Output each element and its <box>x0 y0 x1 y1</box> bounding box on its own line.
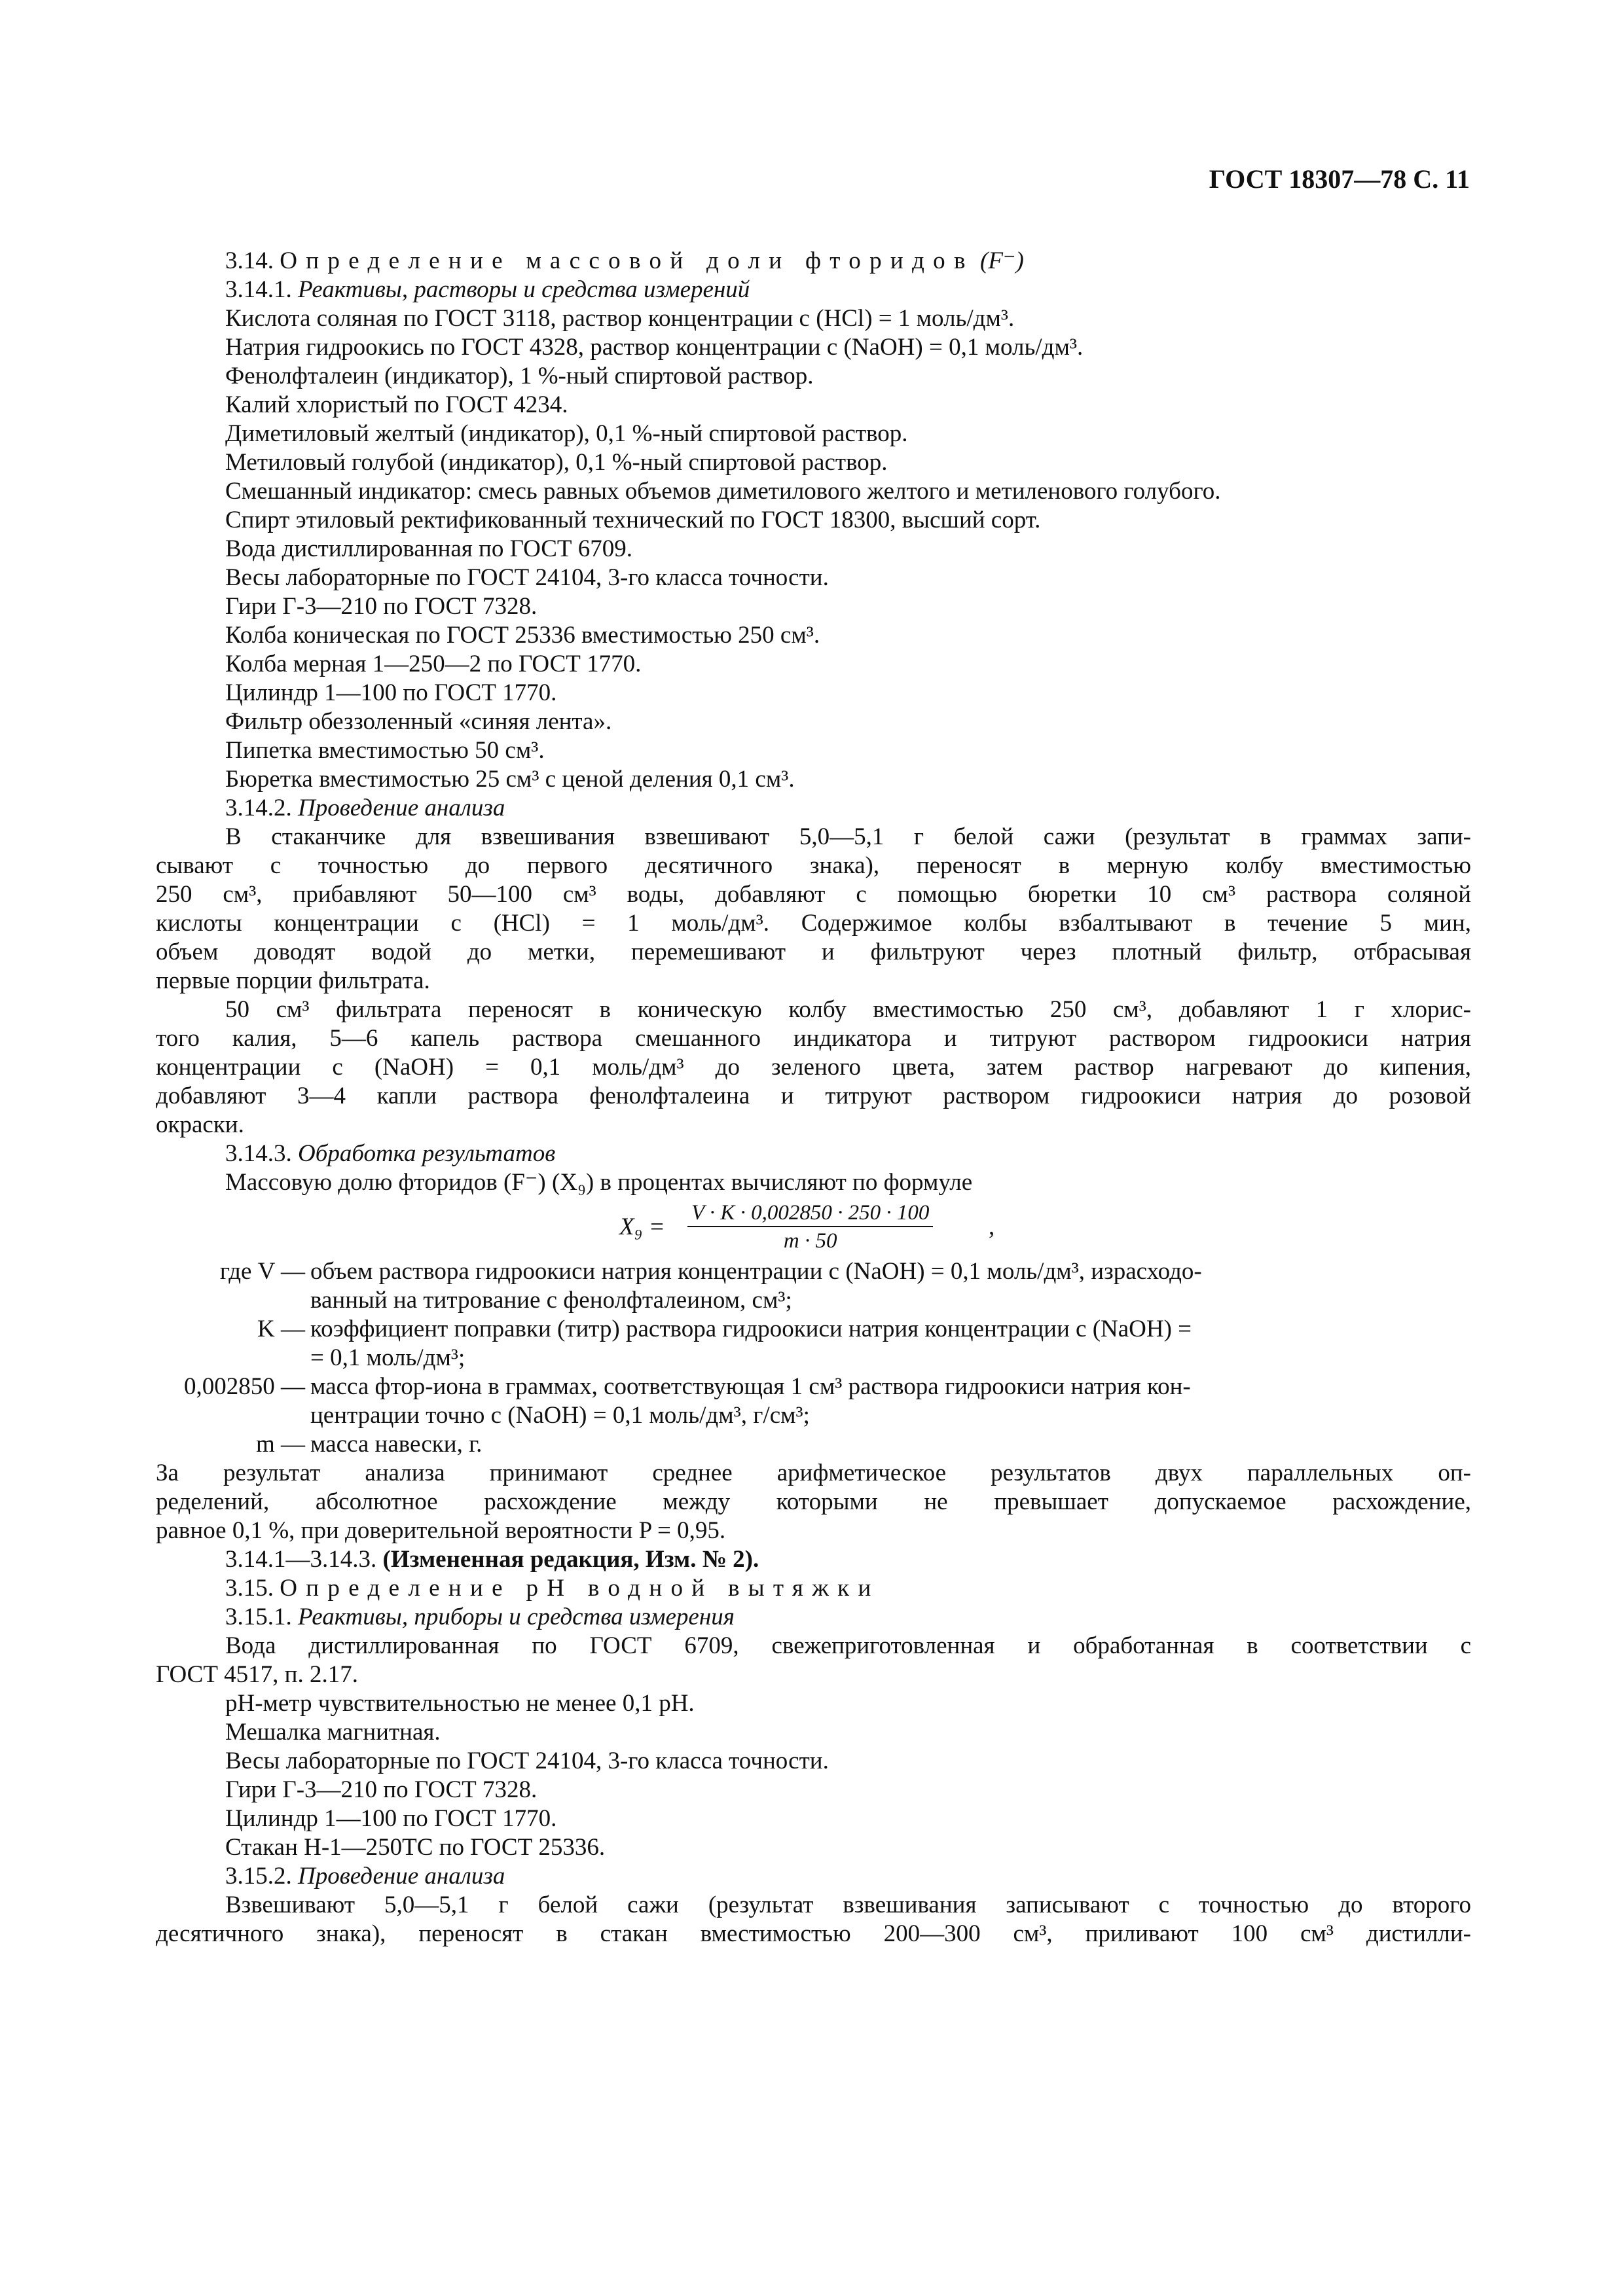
definition-item <box>156 1372 1471 1430</box>
list-item: Натрия гидроокись по ГОСТ 4328, раствор концентрации с (NaOH) = 0,1 моль/дм³. <box>225 334 1084 361</box>
subsection-heading-3-15-2 <box>156 1862 1471 1891</box>
definition-term: где V — <box>219 1258 305 1285</box>
paragraph-line: 250 см³, прибавляют 50—100 см³ воды, добавляют с помощью бюретки 10 см³ раствора соляной <box>156 881 1471 908</box>
paragraph-line: окраски. <box>156 1111 244 1138</box>
definition-line: = 0,1 моль/дм³; <box>310 1344 465 1371</box>
section-title: Определение массовой доли фторидов <box>280 247 974 274</box>
paragraph-procedure-2 <box>156 996 1471 1139</box>
list-item: Фенолфталеин (индикатор), 1 %-ный спиртовой раствор. <box>225 363 814 389</box>
definition-term: m — <box>255 1431 305 1458</box>
list-item: Гири Г-3—210 по ГОСТ 7328. <box>225 593 538 620</box>
list-item: Цилиндр 1—100 по ГОСТ 1770. <box>225 1805 557 1832</box>
definition-term: 0,002850 — <box>184 1373 305 1400</box>
definition-line: масса навески, г. <box>310 1431 483 1458</box>
definition-line: коэффициент поправки (титр) раствора гидроокиси натрия концентрации с (NaOH) = <box>310 1316 1192 1342</box>
subsection-number: 3.15.1. <box>225 1604 292 1630</box>
subsection-number: 3.14.1. <box>225 276 292 303</box>
paragraph-line: ределений, абсолютное расхождение между которыми не превышает допускаемое расхождение, <box>156 1488 1471 1515</box>
paragraph-line: добавляют 3—4 капли раствора фенолфталеина и титруют раствором гидроокиси натрия до розовой <box>156 1083 1471 1109</box>
page-header: ГОСТ 18307—78 С. 11 <box>1209 164 1470 194</box>
definition-item <box>156 1315 1471 1372</box>
paragraph-line: равное 0,1 %, при доверительной вероятности P = 0,95. <box>156 1517 726 1544</box>
reagents-list <box>156 304 1471 794</box>
equipment-list <box>156 1632 1471 1862</box>
amendment-text: (Измененная редакция, Изм. № 2). <box>382 1546 759 1573</box>
list-item: Бюретка вместимостью 25 см³ с ценой деления 0,1 см³. <box>225 766 795 793</box>
paragraph-line: 50 см³ фильтрата переносят в коническую колбу вместимостью 250 см³, добавляют 1 г хлорис- <box>225 996 1471 1023</box>
list-item: Пипетка вместимостью 50 см³. <box>225 737 545 764</box>
list-item: Стакан Н-1—250ТС по ГОСТ 25336. <box>225 1834 606 1861</box>
formula-definitions <box>156 1257 1471 1459</box>
list-item: Диметиловый желтый (индикатор), 0,1 %-ный спиртовой раствор. <box>225 420 908 447</box>
subsection-title: Проведение анализа <box>298 795 505 821</box>
list-item: Колба коническая по ГОСТ 25336 вместимостью 250 см³. <box>225 622 820 649</box>
document-body <box>156 247 1471 1948</box>
paragraph-line: кислоты концентрации с (HCl) = 1 моль/дм³. Содержимое колбы взбалтывают в течение 5 мин, <box>156 910 1471 937</box>
paragraph-line: первые порции фильтрата. <box>156 967 430 994</box>
subsection-heading-3-14-1 <box>156 276 1471 304</box>
list-item: Колба мерная 1—250—2 по ГОСТ 1770. <box>225 651 642 677</box>
list-item: Вода дистиллированная по ГОСТ 6709, свежеприготовленная и обработанная в соответствии с <box>225 1632 1471 1659</box>
definition-item <box>156 1257 1471 1315</box>
subsection-title: Проведение анализа <box>298 1863 505 1890</box>
section-number: 3.14. <box>225 247 274 274</box>
definition-term: K — <box>257 1316 305 1342</box>
paragraph-procedure-3 <box>156 1891 1471 1948</box>
formula-lhs: X₉ = <box>619 1213 665 1240</box>
amendment-range: 3.14.1—3.14.3. <box>225 1546 377 1573</box>
subsection-title: Обработка результатов <box>298 1140 556 1167</box>
paragraph-procedure-1 <box>156 823 1471 996</box>
formula-x9 <box>156 1197 1471 1257</box>
list-item: Кислота соляная по ГОСТ 3118, раствор концентрации с (HCl) = 1 моль/дм³. <box>225 305 1015 332</box>
list-item: Калий хлористый по ГОСТ 4234. <box>225 391 568 418</box>
section-title: Определение pH водной вытяжки <box>280 1575 880 1602</box>
definition-line: объем раствора гидроокиси натрия концентрации с (NaOH) = 0,1 моль/дм³, израсходо- <box>310 1258 1202 1285</box>
paragraph-line: За результат анализа принимают среднее арифметическое результатов двух параллельных оп- <box>156 1460 1471 1486</box>
paragraph-line: Взвешивают 5,0—5,1 г белой сажи (результат взвешивания записывают с точностью до второго <box>225 1892 1471 1918</box>
paragraph-result <box>156 1459 1471 1545</box>
list-item: Фильтр обеззоленный «синяя лента». <box>225 708 612 735</box>
subsection-title: Реактивы, приборы и средства измерения <box>298 1604 735 1630</box>
formula-intro: Массовую долю фторидов (F⁻) (X₉) в процентах вычисляют по формуле <box>225 1169 973 1196</box>
definition-line: ванный на титрование с фенолфталеином, см³; <box>310 1287 792 1314</box>
list-item: Гири Г-3—210 по ГОСТ 7328. <box>225 1776 538 1803</box>
subsection-number: 3.15.2. <box>225 1863 292 1890</box>
list-item: Весы лабораторные по ГОСТ 24104, 3-го класса точности. <box>225 564 829 591</box>
subsection-title: Реактивы, растворы и средства измерений <box>298 276 750 303</box>
list-item: Метиловый голубой (индикатор), 0,1 %-ный спиртовой раствор. <box>225 449 888 476</box>
list-item: Мешалка магнитная. <box>225 1719 441 1746</box>
section-title-ion: (F⁻) <box>980 247 1024 274</box>
list-item: Вода дистиллированная по ГОСТ 6709. <box>225 535 633 562</box>
formula-tail: , <box>989 1213 995 1240</box>
paragraph-line: того калия, 5—6 капель раствора смешанного индикатора и титруют раствором гидроокиси натрия <box>156 1025 1471 1052</box>
definition-item <box>156 1430 1471 1459</box>
paragraph-line: концентрации с (NaOH) = 0,1 моль/дм³ до зеленого цвета, затем раствор нагревают до кипения, <box>156 1054 1471 1081</box>
list-item: Смешанный индикатор: смесь равных объемов диметилового желтого и метиленового голубого. <box>225 478 1221 505</box>
list-item: Весы лабораторные по ГОСТ 24104, 3-го класса точности. <box>225 1748 829 1774</box>
subsection-heading-3-15-1 <box>156 1603 1471 1632</box>
subsection-heading-3-14-2 <box>156 794 1471 823</box>
definition-line: масса фтор-иона в граммах, соответствующая 1 см³ раствора гидроокиси натрия кон- <box>310 1373 1191 1400</box>
list-item: Спирт этиловый ректификованный технический по ГОСТ 18300, высший сорт. <box>225 507 1041 533</box>
subsection-number: 3.14.2. <box>225 795 292 821</box>
paragraph-line: объем доводят водой до метки, перемешивают и фильтруют через плотный фильтр, отбрасывая <box>156 939 1471 965</box>
section-heading-3-15 <box>156 1574 1471 1603</box>
subsection-heading-3-14-3 <box>156 1139 1471 1168</box>
list-item: Цилиндр 1—100 по ГОСТ 1770. <box>225 679 557 706</box>
list-item: ГОСТ 4517, п. 2.17. <box>156 1661 358 1688</box>
formula-denominator: m · 50 <box>783 1229 837 1253</box>
paragraph-line: сывают с точностью до первого десятичного знака), переносят в мерную колбу вместимостью <box>156 852 1471 879</box>
subsection-number: 3.14.3. <box>225 1140 292 1167</box>
definition-line: центрации точно с (NaOH) = 0,1 моль/дм³, г/см³; <box>310 1402 810 1429</box>
formula-numerator: V · K · 0,002850 · 250 · 100 <box>687 1200 933 1227</box>
section-number: 3.15. <box>225 1575 274 1602</box>
paragraph-line: В стаканчике для взвешивания взвешивают 5,0—5,1 г белой сажи (результат в граммах запи- <box>225 823 1471 850</box>
paragraph-line: десятичного знака), переносят в стакан вместимостью 200—300 см³, приливают 100 см³ дистилли- <box>156 1920 1471 1947</box>
section-heading-3-14 <box>156 247 1471 276</box>
amendment-note <box>156 1545 1471 1574</box>
formula-fraction <box>687 1200 933 1255</box>
list-item: рН-метр чувствительностью не менее 0,1 pH. <box>225 1690 695 1717</box>
